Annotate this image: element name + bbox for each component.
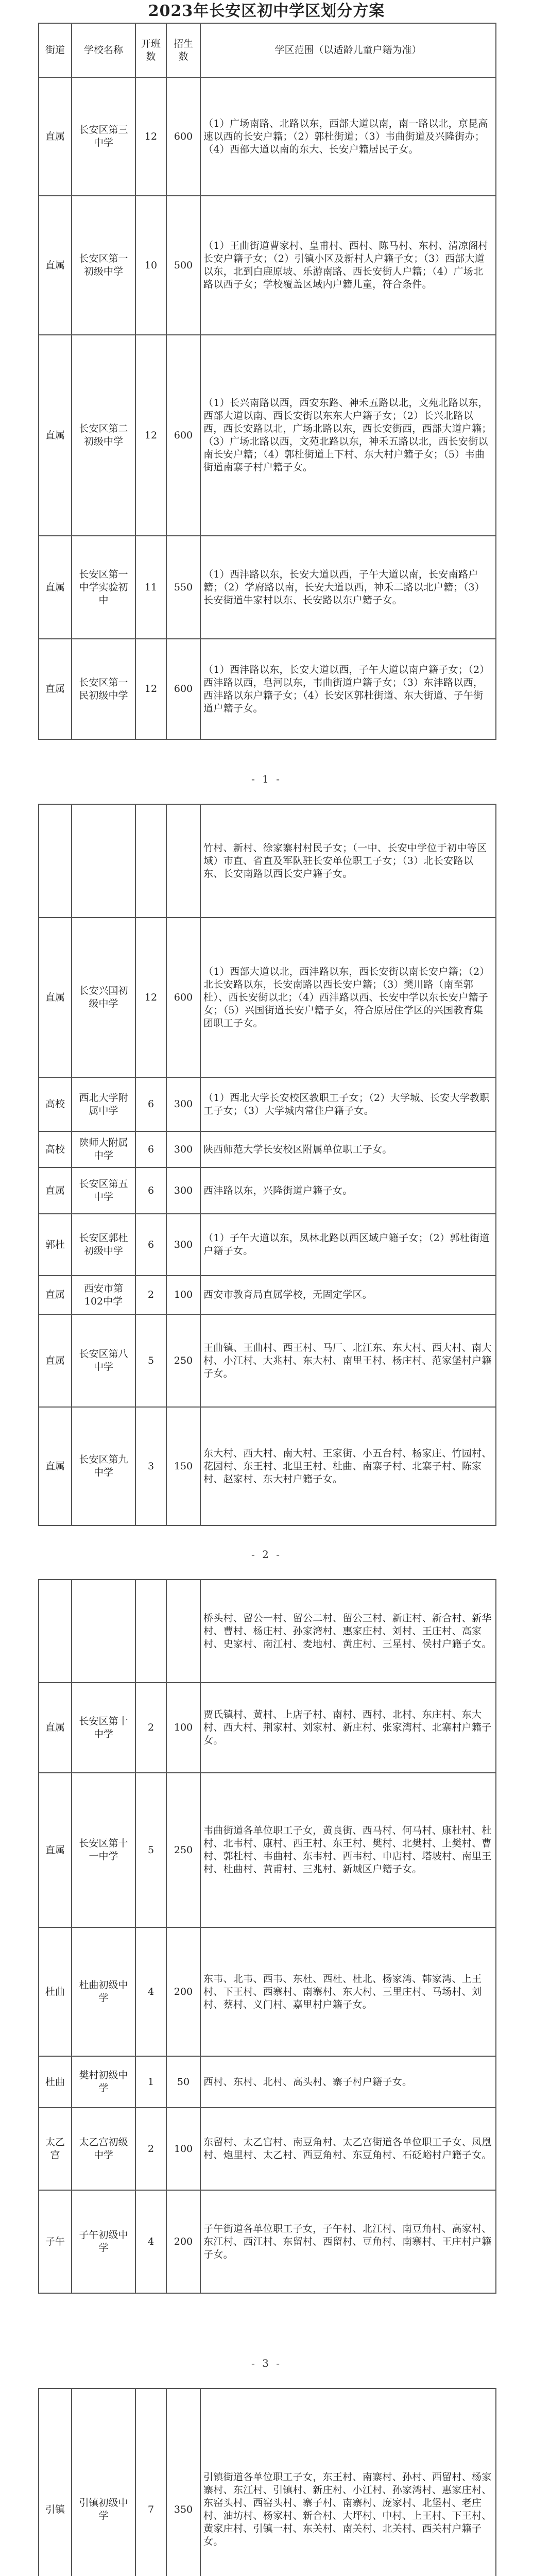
classes-cell: 7	[135, 2388, 166, 2576]
classes-cell: 4	[135, 2190, 166, 2293]
scope-cell: 王曲镇、王曲村、西王村、马厂、北江东、东大村、西大村、南大村、小江村、大兆村、东大村、南里王村、杨庄村、范家堡村户籍子女。	[200, 1314, 496, 1407]
school-cell: 长安区郭杜初级中学	[72, 1214, 135, 1276]
enroll-cell: 300	[166, 1214, 200, 1276]
school-cell: 杜曲初级中学	[72, 1927, 135, 2056]
page-number-marker: - 1 -	[251, 773, 282, 785]
street-cell: 直属	[39, 918, 72, 1077]
street-cell: 郭杜	[39, 1214, 72, 1276]
classes-cell	[135, 804, 166, 918]
enroll-cell: 600	[166, 639, 200, 739]
scope-cell: 陕西师范大学长安校区附属单位职工子女。	[200, 1131, 496, 1167]
table-row	[39, 804, 496, 918]
school-cell: 长安区第一中学实验初中	[72, 536, 135, 639]
street-cell	[39, 804, 72, 918]
table-row	[39, 1167, 496, 1214]
enroll-cell: 100	[166, 1683, 200, 1773]
street-cell: 引镇	[39, 2388, 72, 2576]
school-cell: 长安区第十中学	[72, 1683, 135, 1773]
zoning-table-page-1	[38, 23, 496, 740]
zoning-table-page-2	[38, 804, 496, 1526]
school-cell: 长安区第二初级中学	[72, 335, 135, 536]
street-cell: 直属	[39, 196, 72, 335]
classes-cell: 1	[135, 2056, 166, 2108]
street-cell: 直属	[39, 1683, 72, 1773]
table-row	[39, 1407, 496, 1526]
table-row	[39, 335, 496, 536]
table-row	[39, 2388, 496, 2576]
street-cell: 直属	[39, 1167, 72, 1214]
school-cell: 长安区第一初级中学	[72, 196, 135, 335]
enroll-cell: 500	[166, 196, 200, 335]
street-cell: 高校	[39, 1077, 72, 1131]
school-cell: 长安兴国初级中学	[72, 918, 135, 1077]
scope-cell: （1）西沣路以东，长安大道以西，子午大道以南，长安南路户籍；（2）学府路以南，长安大道以西，神禾二路以北户籍；（3）长安街道牛家村以东、长安路以东户籍子女。	[200, 536, 496, 639]
scope-cell: 东大村、西大村、南大村、王家街、小五台村、杨家庄、竹园村、花园村、东王村、北里王村、杜曲、南寨子村、北寨子村、陈家村、赵家村、东大村户籍子女。	[200, 1407, 496, 1526]
classes-cell: 12	[135, 918, 166, 1077]
school-cell	[72, 804, 135, 918]
school-cell	[72, 1580, 135, 1683]
table-row	[39, 196, 496, 335]
street-cell: 高校	[39, 1131, 72, 1167]
table-row	[39, 1276, 496, 1314]
classes-cell: 6	[135, 1214, 166, 1276]
scope-cell: 东留村、太乙宫村、南豆角村、太乙宫街道各单位职工子女、凤凰村、炮里村、太乙村、西豆角村、东豆角村、石砭峪村户籍子女。	[200, 2108, 496, 2190]
classes-cell: 2	[135, 1276, 166, 1314]
school-cell: 长安区第十一中学	[72, 1773, 135, 1927]
school-cell: 引镇初级中学	[72, 2388, 135, 2576]
classes-cell: 5	[135, 1314, 166, 1407]
page-number-marker: - 3 -	[251, 2357, 282, 2369]
table-row	[39, 1773, 496, 1927]
table-row	[39, 1214, 496, 1276]
header-scope: 学区范围（以适龄儿童户籍为准）	[200, 23, 496, 77]
scope-cell: 东韦、北韦、西韦、东杜、西杜、杜北、杨家湾、韩家湾、上王村、下王村、西寨村、南寨村、东大村、三里庄村、马场村、刘村、蔡村、义门村、嘉里村户籍子女。	[200, 1927, 496, 2056]
street-cell: 子午	[39, 2190, 72, 2293]
zoning-table-page-4	[38, 2388, 496, 2576]
table-row	[39, 1131, 496, 1167]
enroll-cell: 600	[166, 918, 200, 1077]
classes-cell: 4	[135, 1927, 166, 2056]
table-row	[39, 2190, 496, 2293]
enroll-cell: 300	[166, 1131, 200, 1167]
table-row	[39, 1927, 496, 2056]
doc-title: 2023年长安区初中学区划分方案	[148, 2, 385, 20]
enroll-cell	[166, 804, 200, 918]
table-row	[39, 1314, 496, 1407]
classes-cell: 3	[135, 1407, 166, 1526]
table-row	[39, 639, 496, 739]
table-row	[39, 1077, 496, 1131]
enroll-cell: 300	[166, 1077, 200, 1131]
table-row	[39, 918, 496, 1077]
enroll-cell: 600	[166, 335, 200, 536]
page-number-marker: - 2 -	[251, 1548, 282, 1561]
classes-cell: 6	[135, 1167, 166, 1214]
table-row	[39, 2108, 496, 2190]
enroll-cell: 350	[166, 2388, 200, 2576]
school-cell: 太乙宫初级中学	[72, 2108, 135, 2190]
enroll-cell: 200	[166, 1927, 200, 2056]
street-cell: 直属	[39, 1773, 72, 1927]
enroll-cell: 300	[166, 1167, 200, 1214]
header-street: 街道	[39, 23, 72, 77]
school-cell: 长安区第五中学	[72, 1167, 135, 1214]
scope-cell: （1）王曲街道曹家村、皇甫村、西村、陈马村、东村、清凉阁村长安户籍子女；（2）引镇小区及新村人户籍子女；（3）西部大道以东，北到白鹿原坡、乐游南路、西长安街人户籍；（4）广场北路以西子女；学校覆盖区域内户籍儿童，符合条件。	[200, 196, 496, 335]
street-cell: 直属	[39, 77, 72, 196]
school-cell: 长安区第八中学	[72, 1314, 135, 1407]
scope-cell: 子午街道各单位职工子女，子午村、北江村、南豆角村、高家村、东江村、西江村、东留村、西留村、豆角村、南寨村、王庄村户籍子女。	[200, 2190, 496, 2293]
school-cell: 长安区第九中学	[72, 1407, 135, 1526]
street-cell: 太乙宫	[39, 2108, 72, 2190]
table-row	[39, 536, 496, 639]
classes-cell: 12	[135, 335, 166, 536]
scope-cell: 贾氏镇村、黄村、上店子村、南村、西村、北村、东庄村、东大村、西大村、荆家村、刘家村、新庄村、张家湾村、北寨村户籍子女。	[200, 1683, 496, 1773]
scope-cell: （1）子午大道以东，凤林北路以西区域户籍子女；（2）郭杜街道户籍子女。	[200, 1214, 496, 1276]
street-cell: 直属	[39, 536, 72, 639]
school-cell: 樊村初级中学	[72, 2056, 135, 2108]
classes-cell: 10	[135, 196, 166, 335]
classes-cell: 6	[135, 1131, 166, 1167]
school-cell: 长安区第三中学	[72, 77, 135, 196]
classes-cell: 2	[135, 2108, 166, 2190]
school-cell: 陕师大附属中学	[72, 1131, 135, 1167]
scope-cell: 韦曲街道各单位职工子女，黄良街、西马村、何马村、康杜村、杜村、北韦村、康村、西王村、东王村、樊村、北樊村、上樊村、曹村、郭杜村、韦曲村、东韦村、西韦村、申店村、塔坡村、南里王村、杜曲村、黄甫村、三兆村、新城区户籍子女。	[200, 1773, 496, 1927]
classes-cell: 2	[135, 1683, 166, 1773]
table-row	[39, 1683, 496, 1773]
classes-cell: 11	[135, 536, 166, 639]
street-cell: 直属	[39, 335, 72, 536]
street-cell	[39, 1580, 72, 1683]
scope-cell: （1）长兴南路以西，西安东路、神禾五路以北，文苑北路以东，西部大道以南、西长安街以东东大户籍子女；（2）长兴北路以西，西长安路以北，广场北路以东，西长安街西，西部大道户籍；（3）广场北路以西，文苑北路以东，神禾五路以北，西长安街以南长安户籍；（4）郭杜街道上下村、东大村户籍子女；（5）韦曲街道南寨子村户籍子女。	[200, 335, 496, 536]
enroll-cell: 250	[166, 1773, 200, 1927]
scope-cell: （1）广场南路、北路以东，西部大道以南，南一路以北，京昆高速以西的长安户籍；（2）郭杜街道；（3）韦曲街道及兴隆街办；（4）西部大道以南的东大、长安户籍居民子女。	[200, 77, 496, 196]
header-classes: 开班数	[135, 23, 166, 77]
enroll-cell: 550	[166, 536, 200, 639]
scope-cell: 桥头村、留公一村、留公二村、留公三村、新庄村、新合村、新华村、曹村、杨庄村、孙家湾村、惠家庄村、刘村、王庄村、高家村、史家村、南江村、麦地村、黄庄村、三星村、侯村户籍子女。	[200, 1580, 496, 1683]
street-cell: 杜曲	[39, 2056, 72, 2108]
scope-cell: 引镇街道各单位职工子女，东王村、南寨村、孙村、西留村、杨家寨村、东江村、引镇村、新庄村、小江村、孙家湾村、惠家庄村、东窑头村、西窑头村、寨子村、南寨村、庞家村、北堡村、老庄村、油坊村、杨家村、新合村、大坪村、中村、上王村、下王村、黄家庄村、引镇一村、东关村、南关村、北关村、西关村户籍子女。	[200, 2388, 496, 2576]
table-row	[39, 77, 496, 196]
scope-cell: 竹村、新村、徐家寨村村民子女；（一中、长安中学位于初中等区域）市直、省直及军队驻长安单位职工子女；（3）北长安路以东、长安南路以西长安户籍子女。	[200, 804, 496, 918]
enroll-cell: 600	[166, 77, 200, 196]
enroll-cell: 200	[166, 2190, 200, 2293]
street-cell: 直属	[39, 1276, 72, 1314]
enroll-cell: 250	[166, 1314, 200, 1407]
school-cell: 子午初级中学	[72, 2190, 135, 2293]
school-cell: 长安区第一民初级中学	[72, 639, 135, 739]
street-cell: 直属	[39, 1314, 72, 1407]
enroll-cell	[166, 1580, 200, 1683]
scope-cell: 西村、东村、北村、高头村、寨子村户籍子女。	[200, 2056, 496, 2108]
header-enroll: 招生数	[166, 23, 200, 77]
zoning-table-page-3	[38, 1579, 496, 2294]
classes-cell: 12	[135, 77, 166, 196]
school-cell: 西安市第102中学	[72, 1276, 135, 1314]
classes-cell: 6	[135, 1077, 166, 1131]
classes-cell	[135, 1580, 166, 1683]
table-row	[39, 2056, 496, 2108]
street-cell: 杜曲	[39, 1927, 72, 2056]
street-cell: 直属	[39, 639, 72, 739]
scope-cell: （1）西北大学长安校区教职工子女；（2）大学城、长安大学教职工子女；（3）大学城内常住户籍子女。	[200, 1077, 496, 1131]
enroll-cell: 100	[166, 1276, 200, 1314]
enroll-cell: 50	[166, 2056, 200, 2108]
header-school: 学校名称	[72, 23, 135, 77]
scope-cell: （1）西沣路以东，长安大道以西，子午大道以南户籍子女；（2）西沣路以西，皂河以东，韦曲街道户籍子女；（3）东沣路以西，西沣路以东户籍子女；（4）长安区郭杜街道、东大街道、子午街道户籍子女。	[200, 639, 496, 739]
classes-cell: 12	[135, 639, 166, 739]
scope-cell: （1）西部大道以北，西沣路以东，西长安街以南长安户籍；（2）北长安路以东，长安南路以西长安户籍；（3）樊川路（南至郭杜）、西长安街以北；（4）西沣路以西、长安中学以东长安户籍子女；（5）兴国街道长安户籍子女，符合原居住学区的兴国教育集团职工子女。	[200, 918, 496, 1077]
school-cell: 西北大学附属中学	[72, 1077, 135, 1131]
table-row	[39, 1580, 496, 1683]
classes-cell: 5	[135, 1773, 166, 1927]
scope-cell: 西安市教育局直属学校，无固定学区。	[200, 1276, 496, 1314]
street-cell: 直属	[39, 1407, 72, 1526]
enroll-cell: 100	[166, 2108, 200, 2190]
scope-cell: 西沣路以东，兴隆街道户籍子女。	[200, 1167, 496, 1214]
enroll-cell: 150	[166, 1407, 200, 1526]
table-header	[39, 23, 496, 77]
